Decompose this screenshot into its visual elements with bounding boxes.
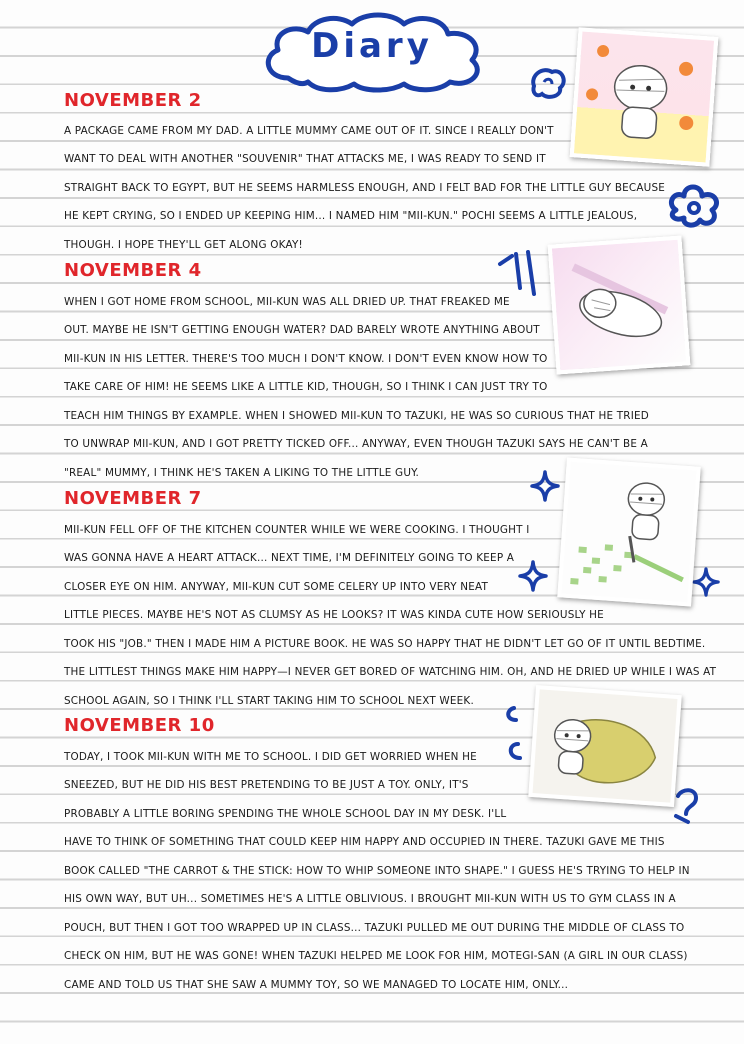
entry-text-line: WANT TO DEAL WITH ANOTHER "SOUVENIR" THAT ATTACKS ME, I WAS READY TO SEND IT — [64, 153, 546, 165]
entry-text-line: TO UNWRAP MII-KUN, AND I GOT PRETTY TICKED OFF... ANYWAY, EVEN THOUGH TAZUKI SAYS HE CAN'T BE A — [64, 438, 648, 450]
entry-text-line: MII-KUN IN HIS LETTER. THERE'S TOO MUCH I DON'T KNOW. I DON'T EVEN KNOW HOW TO — [64, 353, 548, 365]
mii-kun-sitting-photo — [570, 27, 719, 166]
entry-text-line: SCHOOL AGAIN, SO I THINK I'LL START TAKING HIM TO SCHOOL NEXT WEEK. — [64, 695, 474, 707]
sparkle-doodle-icon — [518, 560, 548, 592]
entry-text-line: CLOSER EYE ON HIM. ANYWAY, MII-KUN CUT SOME CELERY UP INTO VERY NEAT — [64, 581, 489, 593]
flower-doodle-icon — [666, 180, 722, 228]
entry-text-line: BOOK CALLED "THE CARROT & THE STICK: HOW TO WHIP SOMEONE INTO SHAPE." I GUESS HE'S TRYING TO HELP IN — [64, 865, 690, 877]
entry-text-line: HIS OWN WAY, BUT UH... SOMETIMES HE'S A LITTLE OBLIVIOUS. I BROUGHT MII-KUN WITH US TO GYM CLASS IN A — [64, 893, 676, 905]
entry-text-line: "REAL" MUMMY, I THINK HE'S TAKEN A LIKING TO THE LITTLE GUY. — [64, 467, 420, 479]
entry-date-heading: NOVEMBER 2 — [64, 90, 202, 111]
entry-text-line: TODAY, I TOOK MII-KUN WITH ME TO SCHOOL. I DID GET WORRIED WHEN HE — [64, 751, 477, 763]
entry-text-line: CAME AND TOLD US THAT SHE SAW A MUMMY TOY, SO WE MANAGED TO LOCATE HIM, ONLY... — [64, 979, 569, 991]
entry-text-line: HE KEPT CRYING, SO I ENDED UP KEEPING HIM... I NAMED HIM "MII-KUN." POCHI SEEMS A LITTLE JEALOUS, — [64, 210, 638, 222]
entry-text-line: PROBABLY A LITTLE BORING SPENDING THE WHOLE SCHOOL DAY IN MY DESK. I'LL — [64, 808, 507, 820]
entry-text-line: STRAIGHT BACK TO EGYPT, BUT HE SEEMS HARMLESS ENOUGH, AND I FELT BAD FOR THE LITTLE GUY BECAUSE — [64, 182, 666, 194]
entry-date-heading: NOVEMBER 10 — [64, 715, 215, 736]
entry-text-line: TAKE CARE OF HIM! HE SEEMS LIKE A LITTLE KID, THOUGH, SO I THINK I CAN JUST TRY TO — [64, 381, 548, 393]
entry-text-line: MII-KUN FELL OFF OF THE KITCHEN COUNTER WHILE WE WERE COOKING. I THOUGHT I — [64, 524, 530, 536]
entry-date-heading: NOVEMBER 4 — [64, 260, 202, 281]
swirl-doodle-icon — [528, 64, 568, 100]
mii-kun-sneezing-photo — [528, 685, 681, 807]
sparkle-doodle-icon — [692, 566, 720, 598]
entry-text-line: THE LITTLEST THINGS MAKE HIM HAPPY—I NEVER GET BORED OF WATCHING HIM. OH, AND HE DRIED UP WHILE I WAS AT — [64, 666, 717, 678]
diary-title: Diary — [311, 26, 433, 66]
entry-text-line: TOOK HIS "JOB." THEN I MADE HIM A PICTURE BOOK. HE WAS SO HAPPY THAT HE DIDN'T LET GO OF IT UNTIL BEDTIME. — [64, 638, 706, 650]
entry-text-line: THOUGH. I HOPE THEY'LL GET ALONG OKAY! — [64, 239, 303, 251]
sparkle-doodle-icon — [530, 470, 560, 502]
entry-text-line: SNEEZED, BUT HE DID HIS BEST PRETENDING TO BE JUST A TOY. ONLY, IT'S — [64, 779, 469, 791]
question-doodle-icon — [672, 786, 702, 828]
mii-kun-cutting-celery-photo — [557, 457, 700, 606]
entry-text-line: CHECK ON HIM, BUT HE WAS GONE! WHEN TAZUKI HELPED ME LOOK FOR HIM, MOTEGI-SAN (A GIRL IN OUR CLASS) — [64, 950, 688, 962]
entry-text-line: LITTLE PIECES. MAYBE HE'S NOT AS CLUMSY AS HE LOOKS? IT WAS KINDA CUTE HOW SERIOUSLY HE — [64, 609, 604, 621]
entry-text-line: POUCH, BUT THEN I GOT TOO WRAPPED UP IN CLASS... TAZUKI PULLED ME OUT DURING THE MIDDLE OF CLASS TO — [64, 922, 685, 934]
entry-text-line: HAVE TO THINK OF SOMETHING THAT COULD KEEP HIM HAPPY AND OCCUPIED IN THERE. TAZUKI GAVE ME THIS — [64, 836, 665, 848]
entry-text-line: A PACKAGE CAME FROM MY DAD. A LITTLE MUMMY CAME OUT OF IT. SINCE I REALLY DON'T — [64, 125, 554, 137]
entry-text-line: TEACH HIM THINGS BY EXAMPLE. WHEN I SHOWED MII-KUN TO TAZUKI, HE WAS SO CURIOUS THAT HE TRIED — [64, 410, 649, 422]
puff-doodle-icon — [496, 700, 536, 766]
entry-text-line: WAS GONNA HAVE A HEART ATTACK... NEXT TIME, I'M DEFINITELY GOING TO KEEP A — [64, 552, 515, 564]
mii-kun-dried-up-photo — [548, 235, 691, 374]
entry-text-line: WHEN I GOT HOME FROM SCHOOL, MII-KUN WAS ALL DRIED UP. THAT FREAKED ME — [64, 296, 510, 308]
entry-text-line: OUT. MAYBE HE ISN'T GETTING ENOUGH WATER? DAD BARELY WROTE ANYTHING ABOUT — [64, 324, 540, 336]
speed-lines-doodle-icon — [494, 250, 544, 298]
entry-date-heading: NOVEMBER 7 — [64, 488, 202, 509]
